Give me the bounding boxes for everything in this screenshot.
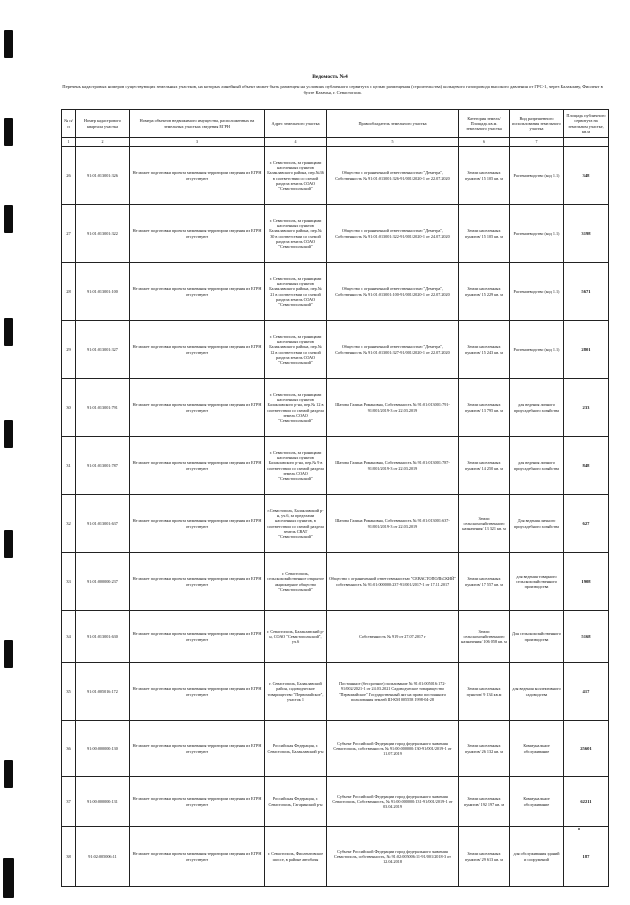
plot-address: г. Севастополь, Балаклавский р-н, СОАО "Севастопольский", уч.6 <box>265 611 327 663</box>
column-header: Номера объектов недвижимого имущества, расположенных на земельных участках сведения ЕГРН <box>130 110 265 138</box>
plot-owner: Шатова Галина Романовна, Собственность № 91:01:013001:787-91/001/2019-3 от 22.03.2019 <box>327 437 459 495</box>
servitude-area: 5671 <box>564 263 609 321</box>
land-category: Земли сельскохозяйственного назначения/ 13 321 кв. м <box>459 495 510 553</box>
plot-owner: Собственность № 919 от 27.07.2017 г <box>327 611 459 663</box>
table-row <box>62 495 609 553</box>
register-table <box>61 109 609 887</box>
plot-address: г. Севастополь, за границами населенных пунктов Балаклавского р-на, пер.№ 9 в соответствии со схемой раздела земель СОАО "Севастопольский" <box>265 437 327 495</box>
column-number: 6 <box>459 138 510 147</box>
property-objects: Не может подготовки проекта межевания территории сведения из ЕГРН отсутствуют <box>130 321 265 379</box>
servitude-area: 5168 <box>564 611 609 663</box>
column-header: Вид разрешенного использования земельного участка <box>510 110 564 138</box>
servitude-area: 2801 <box>564 321 609 379</box>
cadastral-number: 91:01:013001:326 <box>76 147 130 205</box>
property-objects: Не может подготовки проекта межевания территории сведения из ЕГРН отсутствуют <box>130 147 265 205</box>
land-category: Земли населенных пунктов/ 15 229 кв. м <box>459 263 510 321</box>
cadastral-number: 91:01:013001:787 <box>76 437 130 495</box>
plot-address: г. Севастополь, Балаклавский район, садоводческое товарищество "Первомайское", участок 1 <box>265 663 327 721</box>
property-objects: Не может подготовки проекта межевания территории сведения из ЕГРН отсутствуют <box>130 777 265 827</box>
plot-owner: Шатова Галина Романовна, Собственность № 91:01:013001:637-91/001/2019-3 от 22.03.2019 <box>327 495 459 553</box>
land-category: Земли сельскохозяйственного назначения/ 106 058 кв. м <box>459 611 510 663</box>
table-row <box>62 321 609 379</box>
servitude-area: 25601 <box>564 721 609 777</box>
row-number: 37 <box>62 777 76 827</box>
cadastral-number: 91:01:013001:327 <box>76 321 130 379</box>
plot-address: г. Севастополь, за границами населенных пунктов Балаклавского района, пер.№ 30 в соответствии со схемой раздела земель СОАО "Севастопольский" <box>265 205 327 263</box>
plot-address: г. Севастополь, за границами населенных пунктов Балаклавского района, пер.№36 в соответствии со схемой раздела земель СОАО "Севастопольский" <box>265 147 327 205</box>
servitude-area: 1908 <box>564 553 609 611</box>
property-objects: Не может подготовки проекта межевания территории сведения из ЕГРН отсутствуют <box>130 205 265 263</box>
property-objects: Не может подготовки проекта межевания территории сведения из ЕГРН отсутствуют <box>130 379 265 437</box>
cadastral-number: 91:01:013001:637 <box>76 495 130 553</box>
cadastral-number: 91:00:000000:131 <box>76 777 130 827</box>
binder-hole-mark <box>4 420 13 448</box>
row-number: 35 <box>62 663 76 721</box>
property-objects: Не может подготовки проекта межевания территории сведения из ЕГРН отсутствуют <box>130 721 265 777</box>
column-number: 7 <box>510 138 564 147</box>
column-number: 3 <box>130 138 265 147</box>
plot-address: Российская Федерация, г. Севастополь, Балаклавский р-н <box>265 721 327 777</box>
register-body <box>62 147 609 887</box>
table-row <box>62 553 609 611</box>
permitted-use: Коммунальное обслуживание <box>510 777 564 827</box>
plot-owner: Общество с ограниченной ответственностью "Деметра", Собственность № 91:01:013001:322-91/001/2020-1 от 24.07.2020 <box>327 205 459 263</box>
binder-hole-mark <box>4 205 13 233</box>
property-objects: Не может подготовки проекта межевания территории сведения из ЕГРН отсутствуют <box>130 611 265 663</box>
permitted-use: Коммунальное обслуживание <box>510 721 564 777</box>
row-number: 32 <box>62 495 76 553</box>
column-header: Правообладатель земельного участка <box>327 110 459 138</box>
permitted-use: Для сельскохозяйственного производства <box>510 611 564 663</box>
servitude-area: 348 <box>564 147 609 205</box>
plot-owner: Субъект Российской Федерации город федерального значения Севастополь, собственность, № 91:02:005006:11-91/001/2018-3 от 12.04.2018 <box>327 827 459 887</box>
column-header: Площадь публичного сервитута на земельном участке, кв.м <box>564 110 609 138</box>
table-row <box>62 205 609 263</box>
land-category: Земли населенных пунктов/ 17 557 кв. м <box>459 553 510 611</box>
cadastral-number: 91:00:000000:130 <box>76 721 130 777</box>
permitted-use: Растениеводство (код 1.1) <box>510 263 564 321</box>
plot-address: Российская Федерация, г. Севастополь, Гагаринский р-н <box>265 777 327 827</box>
binder-hole-mark <box>4 30 13 58</box>
land-category: Земли населенных пунктов/ 26 132 кв. м <box>459 721 510 777</box>
cadastral-number: 91:02:005006:11 <box>76 827 130 887</box>
plot-address: г. Севастополь, сельскохозяйственное открытое акционерное общество "Севастопольский" <box>265 553 327 611</box>
column-number-row <box>62 138 609 147</box>
table-row <box>62 263 609 321</box>
permitted-use: для ведения товарного сельскохозяйственного производства <box>510 553 564 611</box>
servitude-area: 187 <box>564 827 609 887</box>
row-number: 27 <box>62 205 76 263</box>
servitude-area: 62211 <box>564 777 609 827</box>
plot-owner: Шатова Галина Романовна, Собственность № 91:01:013001:791-91/001/2019-3 от 22.03.2019 <box>327 379 459 437</box>
property-objects: Не может подготовки проекта межевания территории сведения из ЕГРН отсутствуют <box>130 827 265 887</box>
table-row <box>62 147 609 205</box>
column-number: 1 <box>62 138 76 147</box>
land-category: Земли населенных пунктов/ 9 134 кв.м <box>459 663 510 721</box>
row-number: 38 <box>62 827 76 887</box>
row-number: 34 <box>62 611 76 663</box>
row-number: 28 <box>62 263 76 321</box>
page-title: Ведомость №4 <box>312 74 348 80</box>
land-category: Земли населенных пунктов/ 15 105 кв. м <box>459 205 510 263</box>
cadastral-number: 91:01:005016:172 <box>76 663 130 721</box>
servitude-area: 627 <box>564 495 609 553</box>
plot-address: г. Севастополь, за границами населенных пунктов Балаклавского р-на, пер.№ 12 в соответствии со схемой раздела земель СОАО "Севастопольский" <box>265 379 327 437</box>
land-category: Земли населенных пунктов/ 15 243 кв. м <box>459 321 510 379</box>
binder-hole-mark <box>4 640 13 668</box>
property-objects: Не может подготовки проекта межевания территории сведения из ЕГРН отсутствуют <box>130 553 265 611</box>
plot-owner: Субъект Российской Федерации город федерального значения Севастополь, Собственность, № 91:00:000000:131-91/001/2019-1 от 03.04.2019 <box>327 777 459 827</box>
column-number: 2 <box>76 138 130 147</box>
table-row <box>62 437 609 495</box>
binder-hole-mark <box>3 858 14 898</box>
column-header: № п/п <box>62 110 76 138</box>
row-number: 31 <box>62 437 76 495</box>
column-header: Номер кадастрового квартала участка <box>76 110 130 138</box>
plot-address: г. Севастополь, Фиолентовское шоссе, в районе автобазы <box>265 827 327 887</box>
table-row <box>62 827 609 887</box>
permitted-use: Растениеводство (код 1.1) <box>510 147 564 205</box>
land-category: Земли населенных пунктов/ 14 250 кв. м <box>459 437 510 495</box>
permitted-use: для ведения личного приусадебного хозяйства <box>510 379 564 437</box>
page-subtitle: Перечень кадастровых номеров существующих земельных участков, на которых линейный объект может быть размещен на условиях публичного сервитута с целью размещения (строительства) кольцевого газопровода высокого давления от ГРС-1, через Балаклаву, Фиолент в бухте Казачья, г. Севастополь <box>62 84 603 95</box>
binder-hole-mark <box>4 318 13 346</box>
land-category: Земли населенных пунктов/ 29 613 кв. м <box>459 827 510 887</box>
property-objects: Не может подготовки проекта межевания территории сведения из ЕГРН отсутствуют <box>130 663 265 721</box>
plot-owner: Общество с ограниченной ответственностью "СЕВАСТОПОЛЬСКИЙ" собственность № 91:01:000000:237-91/001/2017-1 от 17.11.2017 <box>327 553 459 611</box>
permitted-use: для обслуживания зданий и сооружений <box>510 827 564 887</box>
table-row <box>62 721 609 777</box>
column-number <box>564 138 609 147</box>
property-objects: Не может подготовки проекта межевания территории сведения из ЕГРН отсутствуют <box>130 495 265 553</box>
plot-address: г. Севастополь, за границами населенных пунктов Балаклавского района, пер.№ 12 в соответствии со схемой раздела земель СОАО "Севастопольский" <box>265 321 327 379</box>
property-objects: Не может подготовки проекта межевания территории сведения из ЕГРН отсутствуют <box>130 437 265 495</box>
permitted-use: для ведения коллективного садоводства <box>510 663 564 721</box>
row-number: 36 <box>62 721 76 777</box>
column-number: 5 <box>327 138 459 147</box>
binder-hole-mark <box>4 118 13 146</box>
plot-owner: Субъект Российской Федерации город федерального значения Севастополь, собственность № 91:00:000000:130-91/001/2019-1 от 11.07.2019 <box>327 721 459 777</box>
servitude-area: 848 <box>564 437 609 495</box>
table-row <box>62 611 609 663</box>
property-objects: Не может подготовки проекта межевания территории сведения из ЕГРН отсутствуют <box>130 263 265 321</box>
permitted-use: Растениеводство (код 1.1) <box>510 205 564 263</box>
header-row <box>62 110 609 138</box>
plot-owner: Постоянное (бессрочное) пользование № 91:01:005016:172-91/002/2021-1 от 24.03.2021 Садоводческое товарищество "Первомайское" Государственный акт на право постоянного пользования землей Ш-КМ 005558 1998-04-28 <box>327 663 459 721</box>
column-number: 4 <box>265 138 327 147</box>
cadastral-number: 91:01:013001:791 <box>76 379 130 437</box>
cadastral-number: 91:01:013001:100 <box>76 263 130 321</box>
plot-owner: Общество с ограниченной ответственностью "Деметра", Собственность № 91:01:013001:100-91/001/2020-1 от 22.07.2020 <box>327 263 459 321</box>
plot-address: г. Севастополь, за границами населенных пунктов Балаклавского района, пер.№ 21 в соответствии со схемой раздела земель СОАО "Севастопольский" <box>265 263 327 321</box>
row-number: 29 <box>62 321 76 379</box>
land-category: Земли населенных пунктов/ 15 105 кв. м <box>459 147 510 205</box>
plot-owner: Общество с ограниченной ответственностью "Деметра", Собственность № 91:01:013001:326-91/001/2020-1 от 22.07.2020 <box>327 147 459 205</box>
column-header: Категория земель/Площадь кв.м. земельного участка <box>459 110 510 138</box>
row-number: 30 <box>62 379 76 437</box>
binder-hole-mark <box>4 530 13 558</box>
permitted-use: Для ведения личного приусадебного хозяйства <box>510 495 564 553</box>
servitude-area: 3198 <box>564 205 609 263</box>
land-category: Земли населенных пунктов/ 192 197 кв. м <box>459 777 510 827</box>
cadastral-number: 91:01:013001:322 <box>76 205 130 263</box>
row-number: 26 <box>62 147 76 205</box>
table-row <box>62 379 609 437</box>
row-number: 33 <box>62 553 76 611</box>
plot-owner: Общество с ограниченной ответственностью "Деметра", Собственность № 91:01:013001:327-91/001/2020-1 от 22.07.2020 <box>327 321 459 379</box>
table-row <box>62 663 609 721</box>
table-row <box>62 777 609 827</box>
permitted-use: Растениеводство (код 1.1) <box>510 321 564 379</box>
binder-hole-mark <box>4 760 13 788</box>
permitted-use: для ведения личного приусадебного хозяйства <box>510 437 564 495</box>
column-header: Адрес земельного участка <box>265 110 327 138</box>
plot-address: г.Севастополь, Балаклавский р-н, уч.6, за пределами населенных пунктов, в соответствии со схемой раздела земель СВАТ "Севастопольский" <box>265 495 327 553</box>
servitude-area: 233 <box>564 379 609 437</box>
cadastral-number: 91:01:000000:237 <box>76 553 130 611</box>
land-category: Земли населенных пунктов/ 13 795 кв. м <box>459 379 510 437</box>
cadastral-number: 91:01:013001:630 <box>76 611 130 663</box>
servitude-area: 417 <box>564 663 609 721</box>
